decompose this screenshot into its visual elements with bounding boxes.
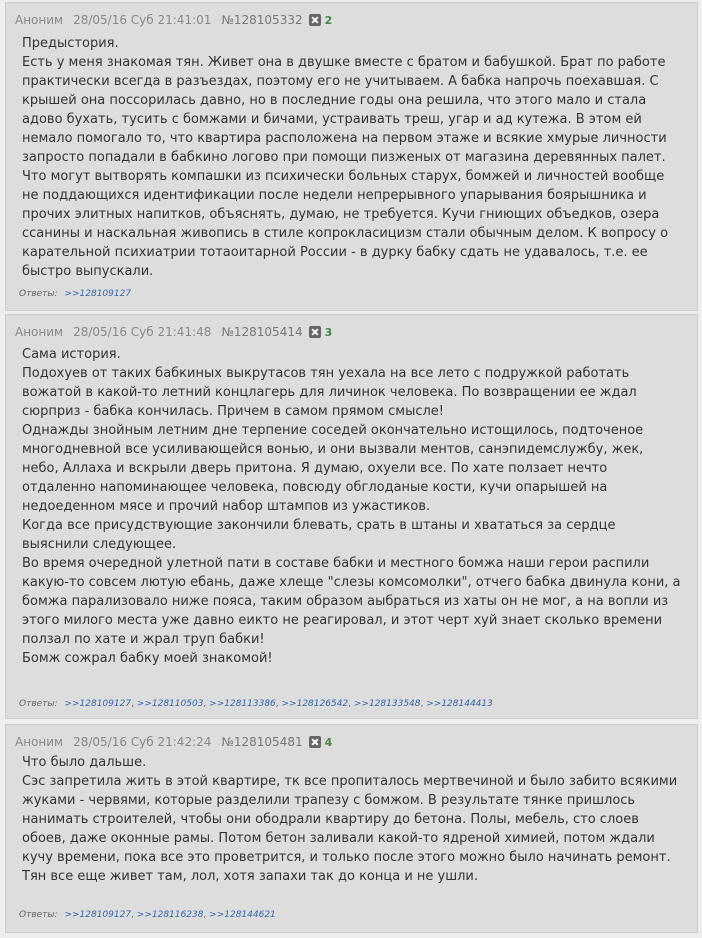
message-line: Бомж сожрал бабку моей знакомой! xyxy=(22,651,273,666)
post-author: Аноним xyxy=(15,735,64,749)
reply-link[interactable]: >>128116238 xyxy=(136,910,204,920)
message-line: Что могут вытворять компашки из психически больных старух, бомжей и личностей вообще не поддающихся идентификации после недели непрерывного упарывания боярышника и прочих элитных напитков, объяснять, думаю, не требуется. Кучи гниющих объедков, озера ссанины и наскальная живопись в стиле копрокласицизм стали обычным делом. К вопросу о карательной психиатрии тотаоитарной России - в дурку бабку сдать не удавалось, т.е. ее быстро выпускали. xyxy=(22,169,669,279)
post-index: 2 xyxy=(324,13,333,27)
reply-link[interactable]: >>128110503 xyxy=(136,699,204,709)
hide-post-icon[interactable] xyxy=(309,326,321,338)
reply-link[interactable]: >>128126542 xyxy=(281,699,349,709)
post-replies: Ответы: >>128109127, >>128116238, >>128144621 xyxy=(19,910,276,920)
post-number-link[interactable]: №128105481 xyxy=(221,735,303,749)
reply-link[interactable]: >>128109127 xyxy=(64,910,132,920)
reply-link[interactable]: >>128133548 xyxy=(353,699,421,709)
post-message xyxy=(22,34,681,281)
post-header xyxy=(15,734,332,750)
replies-label: Ответы: xyxy=(19,289,58,299)
post-date: 28/05/16 Суб 21:41:48 xyxy=(73,325,212,339)
message-line: Во время очередной улетной пати в составе бабки и местного бомжа наши герои распили какую-то совсем лютую ебань, даже хлеще "слезы комсомолки", отчего бабка двинула кони, а бомжа парализовало ниже пояса, таким образом аыбраться из хаты он не мог, а на вопли из этого милого места уже давно еикто не реагировал, и этот черт хуй знает сколько времени ползал по хате и жрал труп бабки! xyxy=(22,556,681,647)
post-date: 28/05/16 Суб 21:42:24 xyxy=(73,735,212,749)
post-128105414 xyxy=(5,314,698,719)
post-header xyxy=(15,12,332,28)
post-author: Аноним xyxy=(15,325,64,339)
post-number-link[interactable]: №128105332 xyxy=(221,13,303,27)
post-128105332 xyxy=(5,2,698,311)
message-line: Однажды знойным летним дне терпение соседей окончательно истощилось, подточеное многодневной все усиливающейся вонью, и они вызвали ментов, санэпидемслужбу, жек, небо, Аллаха и вскрыли дверь притона. Я думаю, охуели все. По хате ползает нечто отдаленно напоминающее человека, повсюду обглоданые кости, кучи опарышей на недоеденном мясе и прочий набор штампов из ужастиков. xyxy=(22,423,644,514)
message-line: Предыстория. xyxy=(22,36,119,51)
message-line: Есть у меня знакомая тян. Живет она в двушке вместе с братом и бабушкой. Брат по работе практически всегда в разъездах, поэтому его не учитываем. А бабка напрочь поехавшая. С крышей она поссорилась давно, но в последние годы она решила, что этого мало и стала адово бухать, тусить с бомжами и бичами, устраивать треш, угар и ад кутежа. В этом ей немало помогало то, что квартира расположена на первом этаже и всякие хмурые личности запросто попадали в бабкино логово при помощи пизженых от магазина деревянных палет. xyxy=(22,55,667,165)
hide-post-icon[interactable] xyxy=(309,736,321,748)
message-line: Сэс запретила жить в этой квартире, тк все пропиталось мертвечиной и было забито всякими жуками - червями, которые разделили трапезу с бомжом. В результате тянке пришлось нанимать строителей, чтобы они ободрали квартиру до бетона. Полы, мебель, сто слоев обоев, даже оконные рамы. Потом бетон заливали какой-то ядреной химией, потом ждали кучу времени, пока все это проветрится, и только после этого можно было начинать ремонт. Тян все еще живет там, лол, хотя запахи так до конца и не ушли. xyxy=(22,774,678,884)
post-message xyxy=(22,753,681,886)
post-index: 4 xyxy=(324,735,333,749)
post-128105481 xyxy=(5,724,698,933)
post-index: 3 xyxy=(324,325,333,339)
post-author: Аноним xyxy=(15,13,64,27)
message-line: Подохуев от таких бабкиных выкрутасов тян уехала на все лето с подружкой работать вожатой в какой-то летний концлагерь для личинок человека. По возвращении ее ждал сюрприз - бабка кончилась. Причем в самом прямом смысле! xyxy=(22,366,637,419)
message-line: Сама история. xyxy=(22,347,121,362)
replies-label: Ответы: xyxy=(19,699,58,709)
message-line: Когда все присудствующие закончили блевать, срать в штаны и хвататься за сердце выяснили следующее. xyxy=(22,518,616,552)
post-message xyxy=(22,345,681,668)
reply-link[interactable]: >>128109127 xyxy=(64,289,132,299)
reply-link[interactable]: >>128113386 xyxy=(209,699,276,709)
reply-link[interactable]: >>128109127 xyxy=(64,699,132,709)
post-header xyxy=(15,324,332,340)
message-line: Что было дальше. xyxy=(22,755,147,770)
post-number-link[interactable]: №128105414 xyxy=(221,325,303,339)
post-replies xyxy=(19,289,131,299)
reply-link[interactable]: >>128144413 xyxy=(426,699,493,709)
post-date: 28/05/16 Суб 21:41:01 xyxy=(73,13,212,27)
replies-label: Ответы: xyxy=(19,910,58,920)
reply-link[interactable]: >>128144621 xyxy=(209,910,276,920)
post-replies: Ответы: >>128109127, >>128110503, >>128113386, >>128126542, >>128133548, >>128144413 xyxy=(19,699,493,709)
hide-post-icon[interactable] xyxy=(309,14,321,26)
